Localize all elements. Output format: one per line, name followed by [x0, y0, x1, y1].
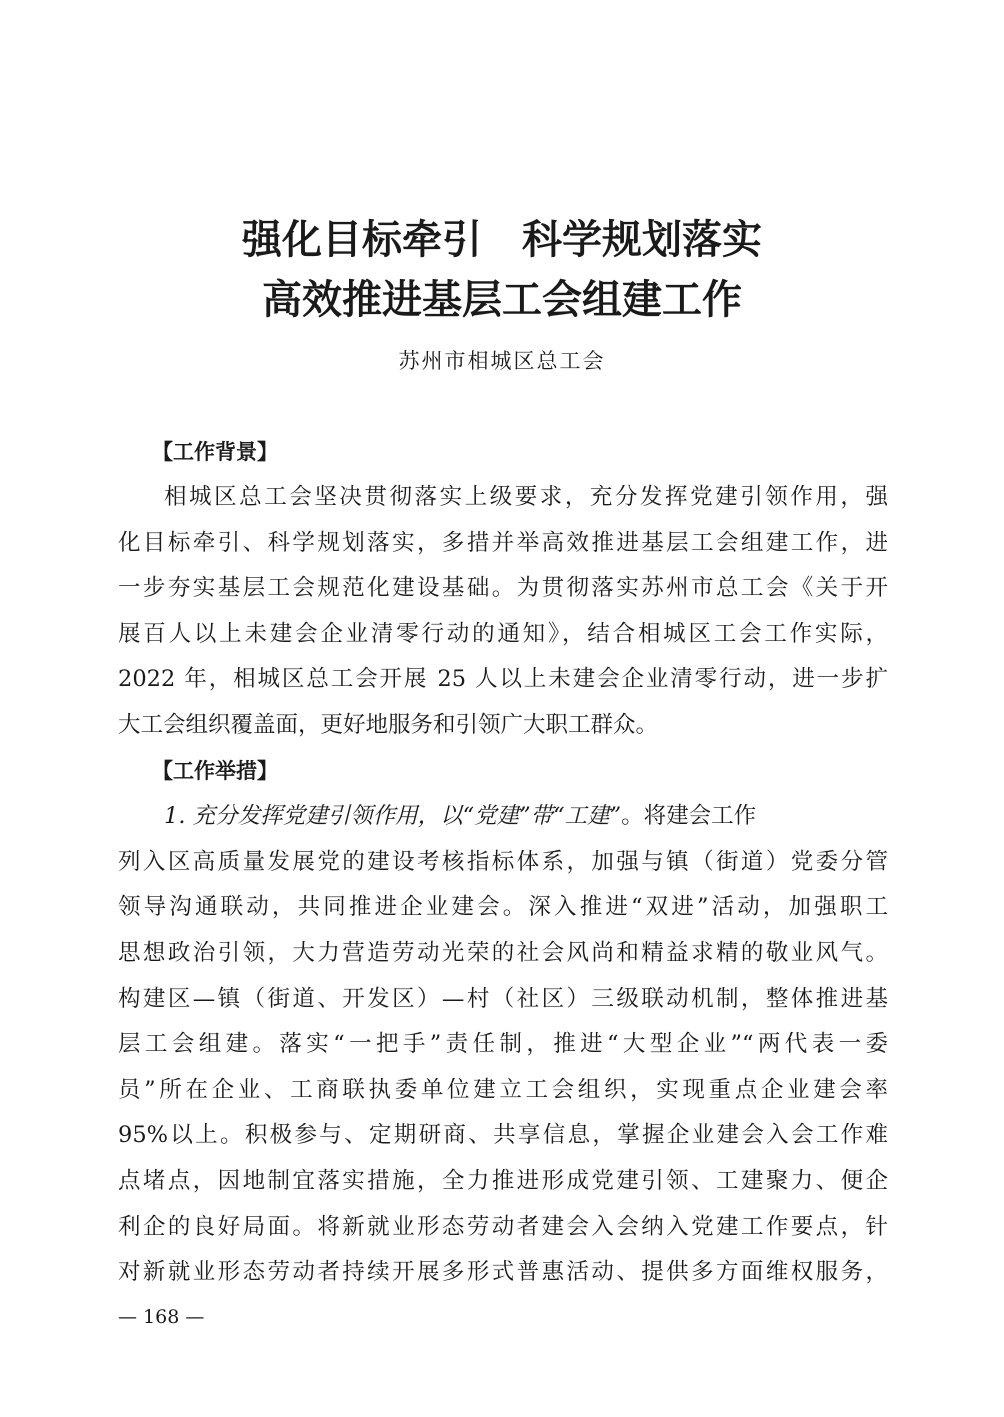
paragraph-line: 相城区总工会坚决贯彻落实上级要求，充分发挥党建引领作用，强: [164, 484, 888, 510]
paragraph-line: 对新就业形态劳动者持续开展多形式普惠活动、提供多方面维权服务，: [118, 1259, 888, 1285]
document-title-line-1: 强化目标牵引 科学规划落实: [242, 217, 762, 263]
paragraph-line: 一步夯实基层工会规范化建设基础。为贯彻落实苏州市总工会《关于开: [118, 575, 888, 601]
section-heading-background: 【工作背景】: [152, 440, 278, 464]
paragraph-line: 员”所在企业、工商联执委单位建立工会组织，实现重点企业建会率: [118, 1077, 888, 1103]
paragraph-line: 思想政治引领，大力营造劳动光荣的社会风尚和精益求精的敬业风气。: [118, 940, 888, 966]
measure-1-title: 1. 充分发挥党建引领作用，以“党建”带“工建”: [164, 803, 622, 829]
paragraph-line: 构建区—镇（街道、开发区）—村（社区）三级联动机制，整体推进基: [118, 986, 888, 1012]
measure-1-text: 。将建会工作: [621, 803, 757, 829]
paragraph-line: 大工会组织覆盖面，更好地服务和引领广大职工群众。: [118, 712, 659, 738]
paragraph-line: 领导沟通联动，共同推进企业建会。深入推进“双进”活动，加强职工: [118, 894, 888, 920]
paragraph-line: 2022 年，相城区总工会开展 25 人以上未建会企业清零行动，进一步扩: [118, 666, 888, 692]
paragraph-line: 展百人以上未建会企业清零行动的通知》，结合相城区工会工作实际，: [118, 621, 888, 647]
section-heading-measures: 【工作举措】: [152, 759, 278, 783]
paragraph-line: 利企的良好局面。将新就业形态劳动者建会入会纳入党建工作要点，针: [118, 1214, 888, 1240]
document-author: 苏州市相城区总工会: [398, 349, 606, 373]
measure-1-first-line: [164, 801, 888, 831]
paragraph-line: 95%以上。积极参与、定期研商、共享信息，掌握企业建会入会工作难: [118, 1122, 888, 1148]
paragraph-line: 层工会组建。落实“一把手”责任制，推进“大型企业”“两代表一委: [118, 1031, 888, 1057]
page-number: — 168 —: [118, 1306, 205, 1328]
paragraph-line: 化目标牵引、科学规划落实，多措并举高效推进基层工会组建工作，进: [118, 530, 888, 556]
document-title-line-2: 高效推进基层工会组建工作: [262, 277, 742, 323]
paragraph-line: 列入区高质量发展党的建设考核指标体系，加强与镇（街道）党委分管: [118, 849, 888, 875]
paragraph-line: 点堵点，因地制宜落实措施，全力推进形成党建引领、工建聚力、便企: [118, 1168, 888, 1194]
